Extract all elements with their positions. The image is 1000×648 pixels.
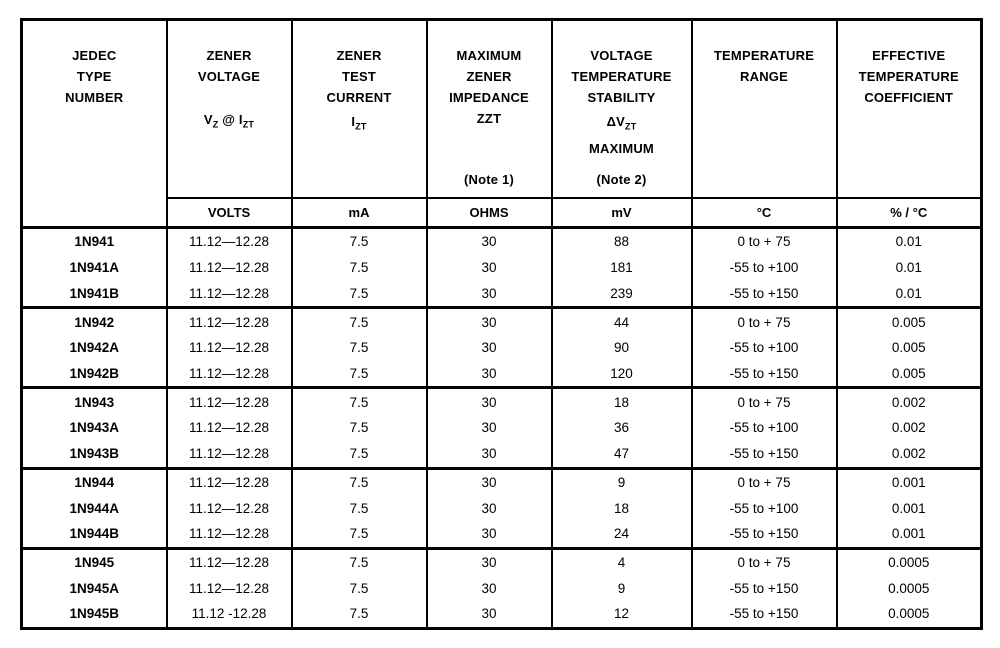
cell-type-number: 1N942A — [22, 335, 167, 360]
cell-test-current: 7.5 — [292, 495, 427, 520]
cell-temp-range: -55 to +100 — [692, 415, 837, 440]
cell-type-number: 1N944B — [22, 521, 167, 548]
table-row — [22, 415, 982, 440]
header-line: TEST — [341, 69, 377, 84]
cell-temp-range: -55 to +150 — [692, 280, 837, 307]
cell-stability: 12 — [552, 601, 692, 629]
cell-temp-range: 0 to + 75 — [692, 468, 837, 495]
cell-stability: 18 — [552, 388, 692, 415]
cell-zener-voltage: 11.12—12.28 — [167, 548, 292, 575]
subscript: ZT — [242, 119, 255, 130]
cell-temp-range: -55 to +100 — [692, 495, 837, 520]
cell-temp-coeff: 0.002 — [837, 388, 982, 415]
cell-zener-voltage: 11.12—12.28 — [167, 228, 292, 255]
cell-zener-voltage: 11.12—12.28 — [167, 388, 292, 415]
cell-stability: 9 — [552, 468, 692, 495]
cell-zener-voltage: 11.12—12.28 — [167, 495, 292, 520]
table-row — [22, 495, 982, 520]
header-line: ZENER — [206, 48, 252, 63]
cell-type-number: 1N941 — [22, 228, 167, 255]
cell-impedance: 30 — [427, 468, 552, 495]
cell-test-current: 7.5 — [292, 576, 427, 601]
cell-type-number: 1N941A — [22, 255, 167, 280]
cell-temp-coeff: 0.002 — [837, 441, 982, 468]
cell-stability: 24 — [552, 521, 692, 548]
zener-spec-table — [20, 18, 983, 630]
symbol-part: V — [203, 112, 213, 127]
cell-test-current: 7.5 — [292, 468, 427, 495]
cell-temp-coeff: 0.001 — [837, 468, 982, 495]
cell-temp-range: -55 to +150 — [692, 601, 837, 629]
header-line: EFFECTIVE — [872, 48, 946, 63]
col-header-zener-test-current — [292, 20, 427, 198]
header-line: CURRENT — [326, 90, 392, 105]
table-row — [22, 335, 982, 360]
header-line: TEMPERATURE — [858, 69, 959, 84]
header-line: MAXIMUM — [589, 140, 654, 156]
cell-stability: 44 — [552, 308, 692, 335]
cell-test-current: 7.5 — [292, 228, 427, 255]
cell-temp-range: 0 to + 75 — [692, 308, 837, 335]
table-row — [22, 548, 982, 575]
col-header-temperature-range — [692, 20, 837, 198]
table-row — [22, 601, 982, 629]
col-header-max-zener-impedance — [427, 20, 552, 198]
cell-impedance: 30 — [427, 576, 552, 601]
cell-test-current: 7.5 — [292, 360, 427, 387]
cell-type-number: 1N944A — [22, 495, 167, 520]
header-line: ZENER — [336, 48, 382, 63]
cell-type-number: 1N945 — [22, 548, 167, 575]
cell-temp-range: 0 to + 75 — [692, 388, 837, 415]
cell-temp-coeff: 0.005 — [837, 335, 982, 360]
cell-zener-voltage: 11.12—12.28 — [167, 521, 292, 548]
cell-stability: 239 — [552, 280, 692, 307]
cell-type-number: 1N943 — [22, 388, 167, 415]
cell-type-number: 1N942 — [22, 308, 167, 335]
cell-type-number: 1N945A — [22, 576, 167, 601]
cell-temp-range: -55 to +150 — [692, 441, 837, 468]
cell-test-current: 7.5 — [292, 441, 427, 468]
cell-impedance: 30 — [427, 495, 552, 520]
cell-type-number: 1N945B — [22, 601, 167, 629]
table-row — [22, 468, 982, 495]
cell-zener-voltage: 11.12—12.28 — [167, 308, 292, 335]
izt-symbol — [293, 111, 426, 138]
header-line: JEDEC — [72, 48, 117, 63]
note-2-ref: (Note 2) — [596, 171, 647, 187]
cell-impedance: 30 — [427, 255, 552, 280]
cell-type-number: 1N941B — [22, 280, 167, 307]
table-row — [22, 280, 982, 307]
cell-stability: 36 — [552, 415, 692, 440]
table-row — [22, 576, 982, 601]
cell-type-number: 1N942B — [22, 360, 167, 387]
cell-zener-voltage: 11.12—12.28 — [167, 415, 292, 440]
col-header-zener-voltage — [167, 20, 292, 198]
cell-test-current: 7.5 — [292, 601, 427, 629]
header-line: TEMPERATURE — [713, 48, 815, 63]
cell-impedance: 30 — [427, 521, 552, 548]
cell-zener-voltage: 11.12—12.28 — [167, 441, 292, 468]
cell-zener-voltage: 11.12—12.28 — [167, 255, 292, 280]
table-row — [22, 308, 982, 335]
cell-zener-voltage: 11.12—12.28 — [167, 576, 292, 601]
cell-temp-range: 0 to + 75 — [692, 228, 837, 255]
unit-celsius: °C — [692, 198, 837, 228]
cell-zener-voltage: 11.12 -12.28 — [167, 601, 292, 629]
symbol-part: I — [351, 114, 356, 129]
cell-stability: 47 — [552, 441, 692, 468]
symbol-part: ΔV — [606, 114, 625, 129]
header-line: ZENER — [466, 69, 512, 84]
header-line: STABILITY — [587, 90, 656, 105]
note-1-ref: (Note 1) — [464, 171, 514, 187]
cell-temp-coeff: 0.005 — [837, 360, 982, 387]
cell-temp-coeff: 0.01 — [837, 228, 982, 255]
table-row — [22, 521, 982, 548]
cell-stability: 4 — [552, 548, 692, 575]
delta-vzt-symbol — [553, 111, 691, 138]
cell-temp-coeff: 0.005 — [837, 308, 982, 335]
cell-test-current: 7.5 — [292, 548, 427, 575]
cell-zener-voltage: 11.12—12.28 — [167, 468, 292, 495]
cell-temp-range: -55 to +150 — [692, 521, 837, 548]
cell-test-current: 7.5 — [292, 335, 427, 360]
table-row — [22, 228, 982, 255]
subscript: ZT — [355, 121, 367, 132]
col-header-effective-temp-coefficient — [837, 20, 982, 198]
col-header-jedec-type-number — [22, 20, 167, 228]
cell-stability: 18 — [552, 495, 692, 520]
cell-impedance: 30 — [427, 415, 552, 440]
header-line: NUMBER — [65, 90, 124, 105]
cell-zener-voltage: 11.12—12.28 — [167, 360, 292, 387]
cell-test-current: 7.5 — [292, 308, 427, 335]
cell-temp-coeff: 0.002 — [837, 415, 982, 440]
header-line: VOLTAGE — [590, 48, 653, 63]
subscript: Z — [212, 119, 219, 130]
cell-impedance: 30 — [427, 601, 552, 629]
unit-mv: mV — [552, 198, 692, 228]
cell-temp-coeff: 0.001 — [837, 521, 982, 548]
cell-impedance: 30 — [427, 308, 552, 335]
cell-temp-coeff: 0.0005 — [837, 576, 982, 601]
cell-temp-range: -55 to +150 — [692, 576, 837, 601]
cell-temp-coeff: 0.01 — [837, 280, 982, 307]
unit-percent-per-celsius: % / °C — [837, 198, 982, 228]
table-row — [22, 388, 982, 415]
cell-stability: 9 — [552, 576, 692, 601]
table-row — [22, 441, 982, 468]
unit-ma: mA — [292, 198, 427, 228]
cell-test-current: 7.5 — [292, 255, 427, 280]
cell-test-current: 7.5 — [292, 415, 427, 440]
cell-stability: 88 — [552, 228, 692, 255]
table-row — [22, 360, 982, 387]
cell-stability: 181 — [552, 255, 692, 280]
header-line: IMPEDANCE — [449, 90, 529, 105]
cell-test-current: 7.5 — [292, 280, 427, 307]
col-header-voltage-temp-stability — [552, 20, 692, 198]
header-line: TYPE — [76, 69, 112, 84]
cell-temp-coeff: 0.01 — [837, 255, 982, 280]
cell-impedance: 30 — [427, 280, 552, 307]
cell-zener-voltage: 11.12—12.28 — [167, 280, 292, 307]
cell-test-current: 7.5 — [292, 521, 427, 548]
cell-temp-coeff: 0.0005 — [837, 548, 982, 575]
cell-temp-range: -55 to +150 — [692, 360, 837, 387]
cell-impedance: 30 — [427, 548, 552, 575]
cell-impedance: 30 — [427, 335, 552, 360]
cell-impedance: 30 — [427, 360, 552, 387]
header-line: TEMPERATURE — [571, 69, 672, 84]
cell-impedance: 30 — [427, 228, 552, 255]
cell-temp-range: 0 to + 75 — [692, 548, 837, 575]
symbol-part: @ I — [218, 112, 243, 127]
cell-impedance: 30 — [427, 388, 552, 415]
cell-zener-voltage: 11.12—12.28 — [167, 335, 292, 360]
table-row — [22, 255, 982, 280]
cell-temp-coeff: 0.0005 — [837, 601, 982, 629]
cell-stability: 90 — [552, 335, 692, 360]
cell-temp-range: -55 to +100 — [692, 255, 837, 280]
header-line: RANGE — [740, 69, 788, 84]
cell-temp-range: -55 to +100 — [692, 335, 837, 360]
cell-type-number: 1N943B — [22, 441, 167, 468]
header-row — [22, 20, 982, 198]
header-line: COEFFICIENT — [864, 90, 954, 105]
unit-ohms: OHMS — [427, 198, 552, 228]
cell-test-current: 7.5 — [292, 388, 427, 415]
cell-stability: 120 — [552, 360, 692, 387]
cell-type-number: 1N943A — [22, 415, 167, 440]
cell-impedance: 30 — [427, 441, 552, 468]
subscript: ZT — [625, 121, 637, 132]
unit-volts: VOLTS — [167, 198, 292, 228]
header-line: ZZT — [476, 111, 502, 126]
header-line: VOLTAGE — [197, 69, 261, 84]
header-line: MAXIMUM — [456, 48, 522, 63]
vz-izt-symbol — [168, 109, 291, 136]
cell-temp-coeff: 0.001 — [837, 495, 982, 520]
cell-type-number: 1N944 — [22, 468, 167, 495]
